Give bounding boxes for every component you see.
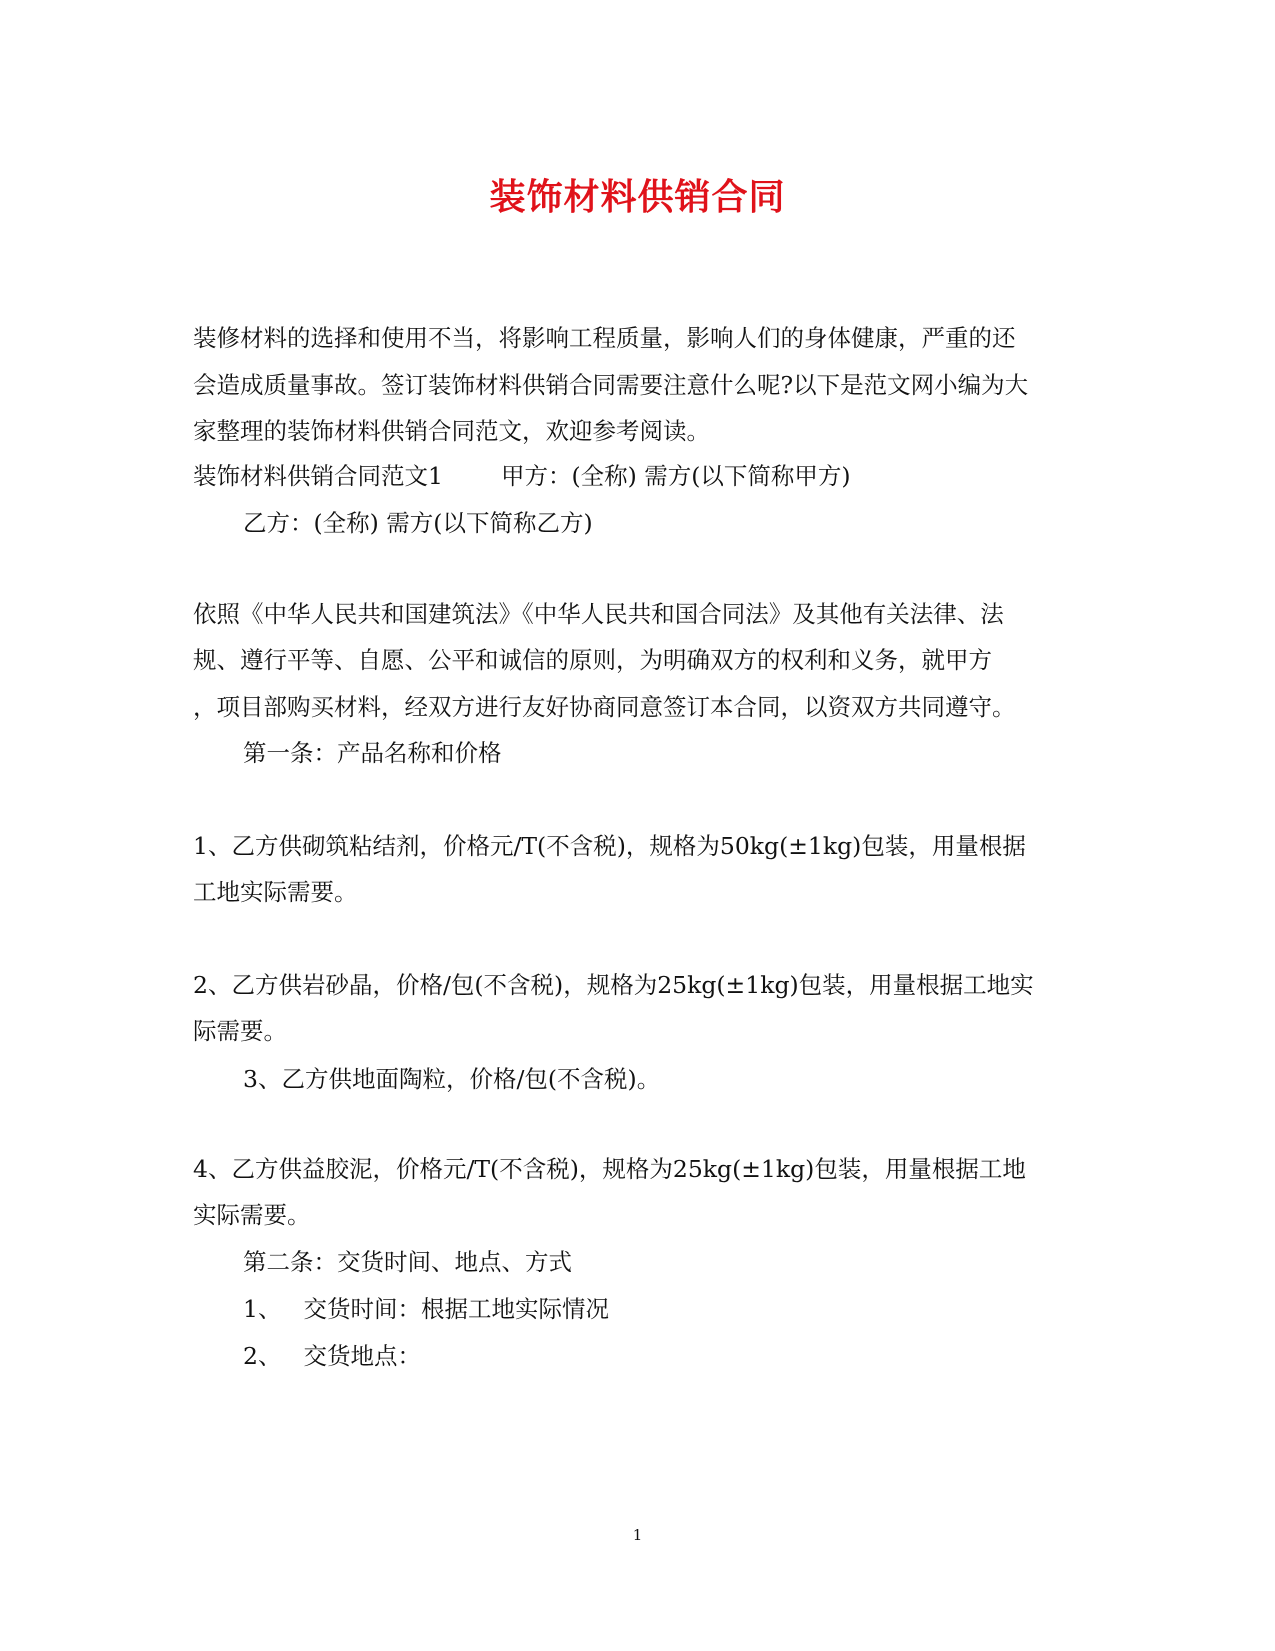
delivery-item-2-text: 交货地点：	[303, 1342, 421, 1370]
party-b: 乙方：(全称) 需方(以下简称乙方)	[243, 509, 593, 537]
delivery-item-2-number: 2、	[243, 1342, 282, 1370]
document-title: 装饰材料供销合同	[489, 177, 786, 218]
intro-line-1: 装修材料的选择和使用不当，将影响工程质量，影响人们的身体健康，严重的还	[193, 324, 1016, 352]
article-2-heading: 第二条：交货时间、地点、方式	[243, 1248, 572, 1276]
item-4-line-1: 4、乙方供益胶泥，价格元/T(不含税)，规格为25kg(±1kg)包装，用量根据工地	[193, 1155, 1026, 1183]
intro-line-3: 家整理的装饰材料供销合同范文，欢迎参考阅读。	[193, 417, 710, 445]
item-1-line-2: 工地实际需要。	[193, 878, 358, 906]
item-2-line-1: 2、乙方供岩砂晶，价格/包(不含税)，规格为25kg(±1kg)包装，用量根据工地实	[193, 971, 1034, 999]
basis-line-3: ，项目部购买材料，经双方进行友好协商同意签订本合同，以资双方共同遵守。	[193, 693, 1016, 721]
sample-heading-line	[193, 460, 1093, 492]
sample-label: 装饰材料供销合同范文1	[193, 462, 443, 490]
item-2-line-2: 际需要。	[193, 1017, 287, 1045]
item-1-line-1: 1、乙方供砌筑粘结剂，价格元/T(不含税)，规格为50kg(±1kg)包装，用量根据	[193, 832, 1026, 860]
page-number: 1	[632, 1526, 643, 1544]
article-1-heading: 第一条：产品名称和价格	[243, 739, 502, 767]
delivery-item-1	[243, 1293, 1143, 1325]
delivery-item-2	[243, 1340, 1143, 1372]
delivery-item-1-number: 1、	[243, 1295, 282, 1323]
delivery-item-1-text: 交货时间：根据工地实际情况	[303, 1295, 609, 1323]
intro-line-2: 会造成质量事故。签订装饰材料供销合同需要注意什么呢?以下是范文网小编为大	[193, 371, 1029, 399]
item-4-line-2: 实际需要。	[193, 1201, 311, 1229]
basis-line-2: 规、遵行平等、自愿、公平和诚信的原则，为明确双方的权利和义务，就甲方	[193, 646, 992, 674]
basis-line-1: 依照《中华人民共和国建筑法》《中华人民共和国合同法》及其他有关法律、法	[193, 600, 1004, 628]
party-a: 甲方：(全称) 需方(以下简称甲方)	[500, 462, 851, 490]
item-3: 3、乙方供地面陶粒，价格/包(不含税)。	[243, 1065, 661, 1093]
